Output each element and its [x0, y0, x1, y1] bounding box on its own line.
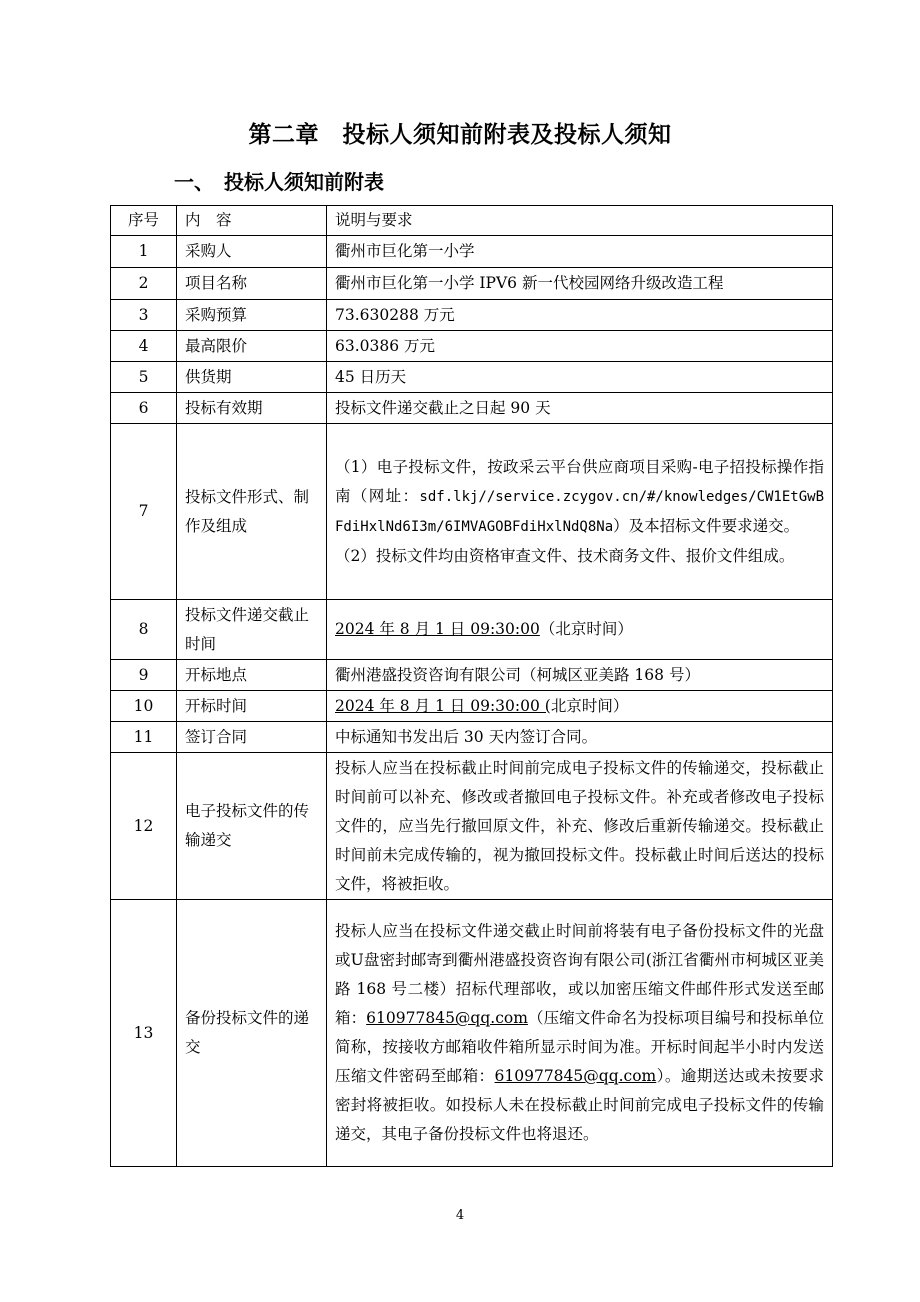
opening-date: 2024 年 8 月 1 日 09:30:00 (	[335, 696, 551, 715]
row-item: 最高限价	[177, 331, 327, 362]
row-item: 备份投标文件的递交	[177, 900, 327, 1167]
row-item: 采购人	[177, 236, 327, 268]
row-seq: 12	[111, 753, 177, 900]
row-item: 电子投标文件的传输递交	[177, 753, 327, 900]
row-item: 开标时间	[177, 691, 327, 722]
row-desc: 45 日历天	[327, 362, 833, 393]
header-seq: 序号	[111, 206, 177, 236]
table-row	[111, 722, 833, 753]
row-desc: 中标通知书发出后 30 天内签订合同。	[327, 722, 833, 753]
table-row	[111, 660, 833, 691]
row-seq: 13	[111, 900, 177, 1167]
desc-text: （压缩文件命名为投标项目编号和投标单位简称，按接收方邮箱收件箱所显示时间为准。开标时间起半小时内发送压缩文件密码至邮箱：	[335, 1009, 824, 1085]
row-desc: 衢州市巨化第一小学	[327, 236, 833, 268]
row-seq: 9	[111, 660, 177, 691]
table-row	[111, 753, 833, 900]
desc-text: （2）投标文件均由资格审查文件、技术商务文件、报价文件组成。	[335, 546, 795, 565]
row-desc: 衢州港盛投资咨询有限公司（柯城区亚美路 168 号）	[327, 660, 833, 691]
row-seq: 11	[111, 722, 177, 753]
table-row	[111, 268, 833, 300]
requirements-table	[110, 205, 833, 1167]
row-desc	[327, 900, 833, 1167]
row-seq: 10	[111, 691, 177, 722]
row-item: 签订合同	[177, 722, 327, 753]
row-item: 投标文件形式、制作及组成	[177, 424, 327, 600]
row-desc: 63.0386 万元	[327, 331, 833, 362]
section-title: 一、 投标人须知前附表	[174, 170, 384, 194]
desc-text: （北京时间）	[539, 620, 633, 638]
row-seq: 8	[111, 600, 177, 660]
row-seq: 4	[111, 331, 177, 362]
table-header-row	[111, 206, 833, 236]
row-item: 供货期	[177, 362, 327, 393]
row-seq: 7	[111, 424, 177, 600]
row-desc	[327, 600, 833, 660]
desc-text: 投标人应当在投标文件递交截止时间前将装有电子备份投标文件的光盘或U盘密封邮寄到衢州港盛投资咨询有限公司(浙江省衢州市柯城区亚美路 168 号二楼）招标代理部收，或以加密压缩文件邮件形式发送至邮箱：	[335, 922, 824, 1027]
deadline-date: 2024 年 8 月 1 日 09:30:00	[335, 620, 540, 638]
row-seq: 2	[111, 268, 177, 300]
row-seq: 6	[111, 393, 177, 424]
table-row	[111, 691, 833, 722]
row-desc: 73.630288 万元	[327, 300, 833, 331]
row-desc: 衢州市巨化第一小学 IPV6 新一代校园网络升级改造工程	[327, 268, 833, 300]
desc-text: ）。逾期送达或未按要求密封将被拒收。如投标人未在投标截止时间前完成电子投标文件的传输递交，其电子备份投标文件也将退还。	[335, 1067, 824, 1143]
table-row	[111, 236, 833, 268]
table-row	[111, 362, 833, 393]
table-row	[111, 900, 833, 1167]
row-item: 投标文件递交截止时间	[177, 600, 327, 660]
row-seq: 1	[111, 236, 177, 268]
header-desc: 说明与要求	[327, 206, 833, 236]
row-desc: 投标人应当在投标截止时间前完成电子投标文件的传输递交，投标截止时间前可以补充、修改或者撤回电子投标文件。补充或者修改电子投标文件的，应当先行撤回原文件，补充、修改后重新传输递交。投标截止时间前未完成传输的，视为撤回投标文件。投标截止时间后送达的投标文件，将被拒收。	[327, 753, 833, 900]
row-seq: 3	[111, 300, 177, 331]
guide-url: sdf.lkj//service.zcygov.cn/#/knowledges/CW1EtGwBFdiHxlNd6I3m/6IMVAGOBFdiHxlNdQ8Na	[335, 488, 824, 535]
desc-text: 北京时间）	[550, 696, 629, 715]
table-row	[111, 600, 833, 660]
chapter-title: 第二章 投标人须知前附表及投标人须知	[248, 122, 672, 148]
row-item: 采购预算	[177, 300, 327, 331]
row-item: 开标地点	[177, 660, 327, 691]
row-item: 项目名称	[177, 268, 327, 300]
desc-text: ）及本招标文件要求递交。	[613, 516, 800, 535]
row-desc: 投标文件递交截止之日起 90 天	[327, 393, 833, 424]
table-row	[111, 393, 833, 424]
page-number: 4	[455, 1208, 465, 1223]
row-desc	[327, 691, 833, 722]
row-seq: 5	[111, 362, 177, 393]
header-item: 内 容	[177, 206, 327, 236]
table-row	[111, 424, 833, 600]
row-item: 投标有效期	[177, 393, 327, 424]
email-link[interactable]: 610977845@qq.com	[494, 1067, 657, 1085]
table-row	[111, 300, 833, 331]
row-desc	[327, 424, 833, 600]
desc-text: （1）电子投标文件，按政采云平台供应商项目采购-电子招投标操作指南（网址：	[335, 457, 824, 505]
table-row	[111, 331, 833, 362]
email-link[interactable]: 610977845@qq.com	[366, 1009, 528, 1027]
